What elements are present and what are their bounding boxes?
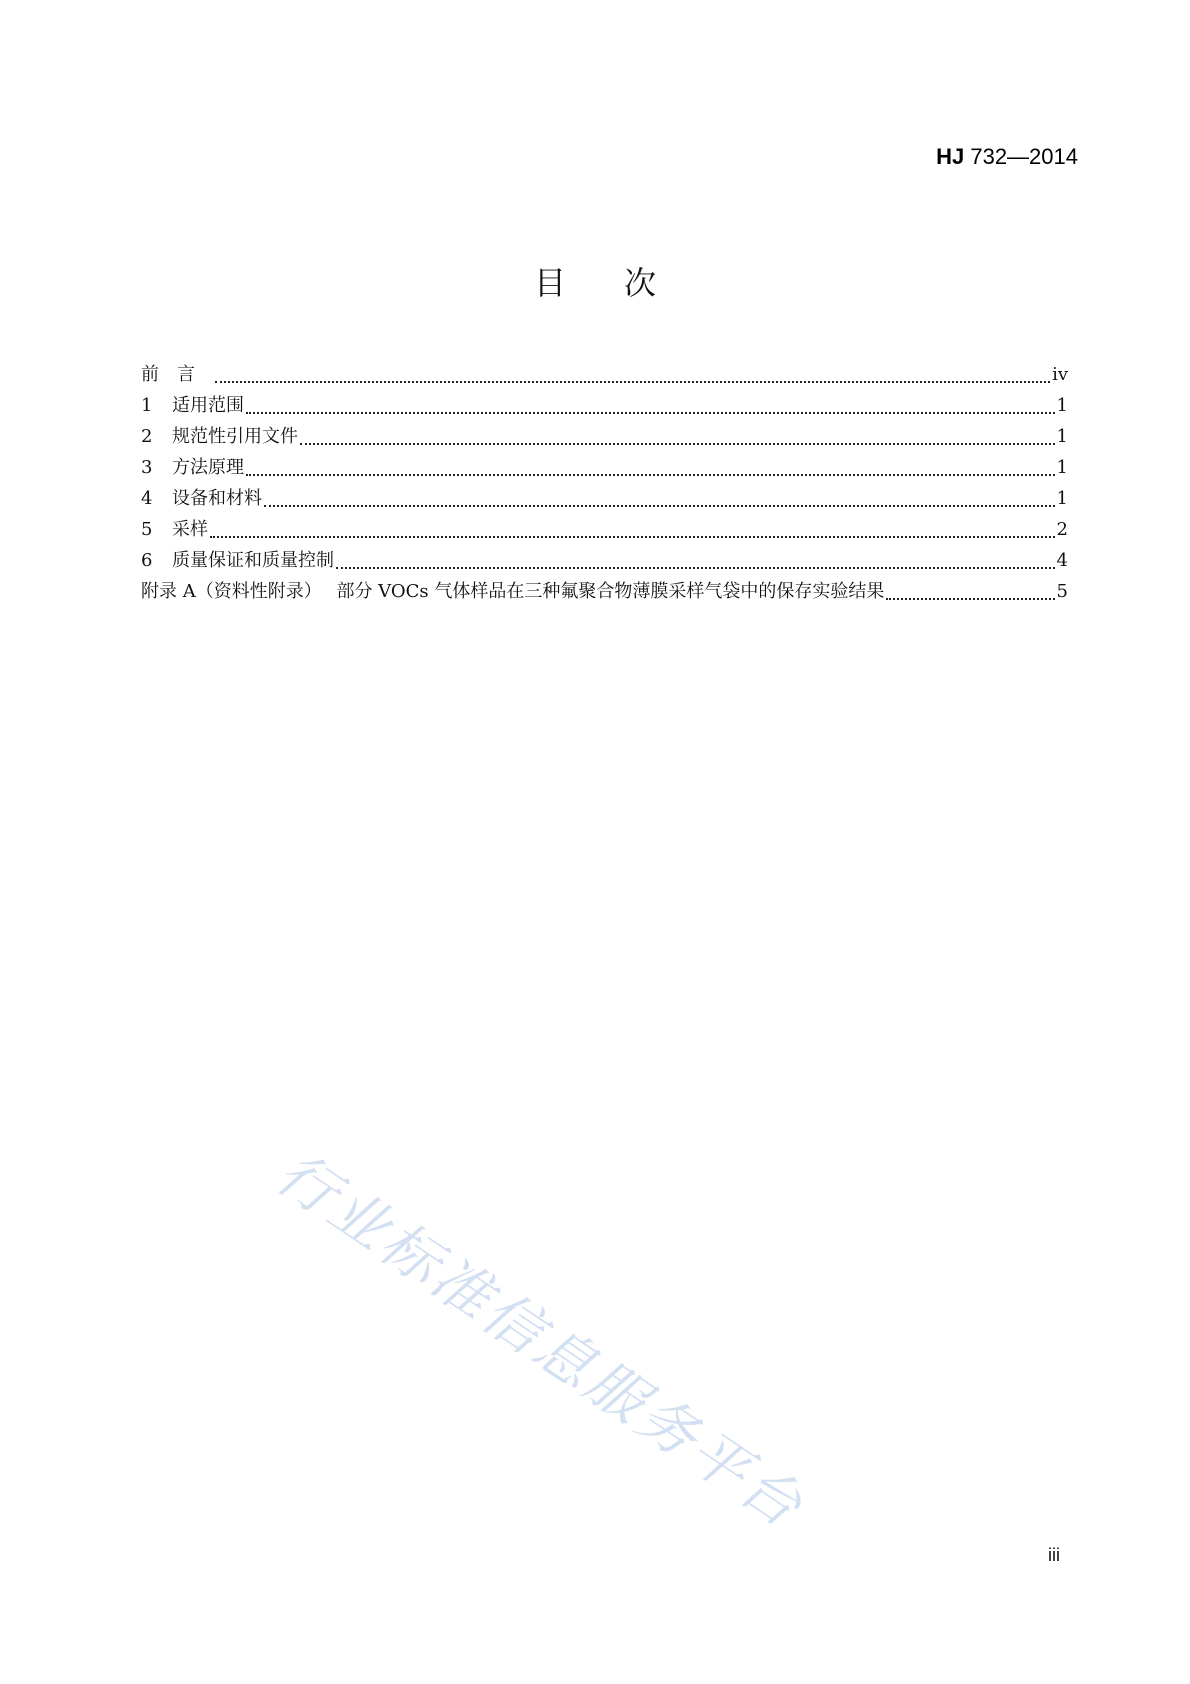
table-of-contents	[141, 359, 1068, 607]
toc-entry-appendix-a[interactable]	[141, 576, 1068, 607]
toc-entry-label: 适用范围	[172, 395, 244, 416]
toc-title: 目次	[533, 264, 714, 302]
toc-entry-principle[interactable]	[141, 452, 1068, 483]
toc-entry-number: 5	[141, 519, 153, 540]
toc-entry-label: 方法原理	[172, 457, 244, 478]
toc-entry-label: 设备和材料	[172, 488, 262, 509]
toc-entry-foreword[interactable]	[141, 359, 1068, 390]
toc-entry-page: 4	[1056, 550, 1068, 571]
toc-entry-page: 1	[1056, 426, 1068, 447]
toc-entry-page: 1	[1056, 488, 1068, 509]
dot-leader	[300, 429, 1055, 445]
toc-entry-label: 规范性引用文件	[172, 426, 298, 447]
toc-entry-label: 前言	[141, 364, 213, 385]
dot-leader	[246, 398, 1055, 414]
toc-entry-normative-references[interactable]	[141, 421, 1068, 452]
dot-leader	[336, 553, 1055, 569]
toc-entry-quality-control[interactable]	[141, 545, 1068, 576]
toc-entry-page: 1	[1056, 457, 1068, 478]
dot-leader	[215, 367, 1050, 383]
toc-entry-number: 1	[141, 395, 153, 416]
toc-entry-scope[interactable]	[141, 390, 1068, 421]
toc-entry-number: 3	[141, 457, 153, 478]
toc-entry-label: 质量保证和质量控制	[172, 550, 334, 571]
toc-entry-page: 2	[1056, 519, 1068, 540]
toc-entry-number: 4	[141, 488, 153, 509]
document-code-prefix: HJ	[936, 144, 965, 169]
toc-entry-label: 附录 A（资料性附录） 部分 VOCs 气体样品在三种氟聚合物薄膜采样气袋中的保存实验结果	[141, 581, 885, 602]
toc-entry-number: 6	[141, 550, 153, 571]
toc-entry-page: 5	[1056, 581, 1068, 602]
dot-leader	[210, 522, 1055, 538]
watermark: 行业标准信息服务平台	[264, 1138, 817, 1542]
toc-entry-page: 1	[1056, 395, 1068, 416]
document-code	[936, 144, 1078, 170]
toc-entry-page: iv	[1052, 364, 1068, 385]
page-number: iii	[1048, 1545, 1060, 1565]
toc-entry-sampling[interactable]	[141, 514, 1068, 545]
document-code-number: 732—2014	[964, 144, 1078, 169]
toc-entry-label: 采样	[172, 519, 208, 540]
toc-entry-equipment[interactable]	[141, 483, 1068, 514]
dot-leader	[246, 460, 1055, 476]
dot-leader	[264, 491, 1055, 507]
dot-leader	[886, 584, 1054, 600]
toc-entry-number: 2	[141, 426, 153, 447]
